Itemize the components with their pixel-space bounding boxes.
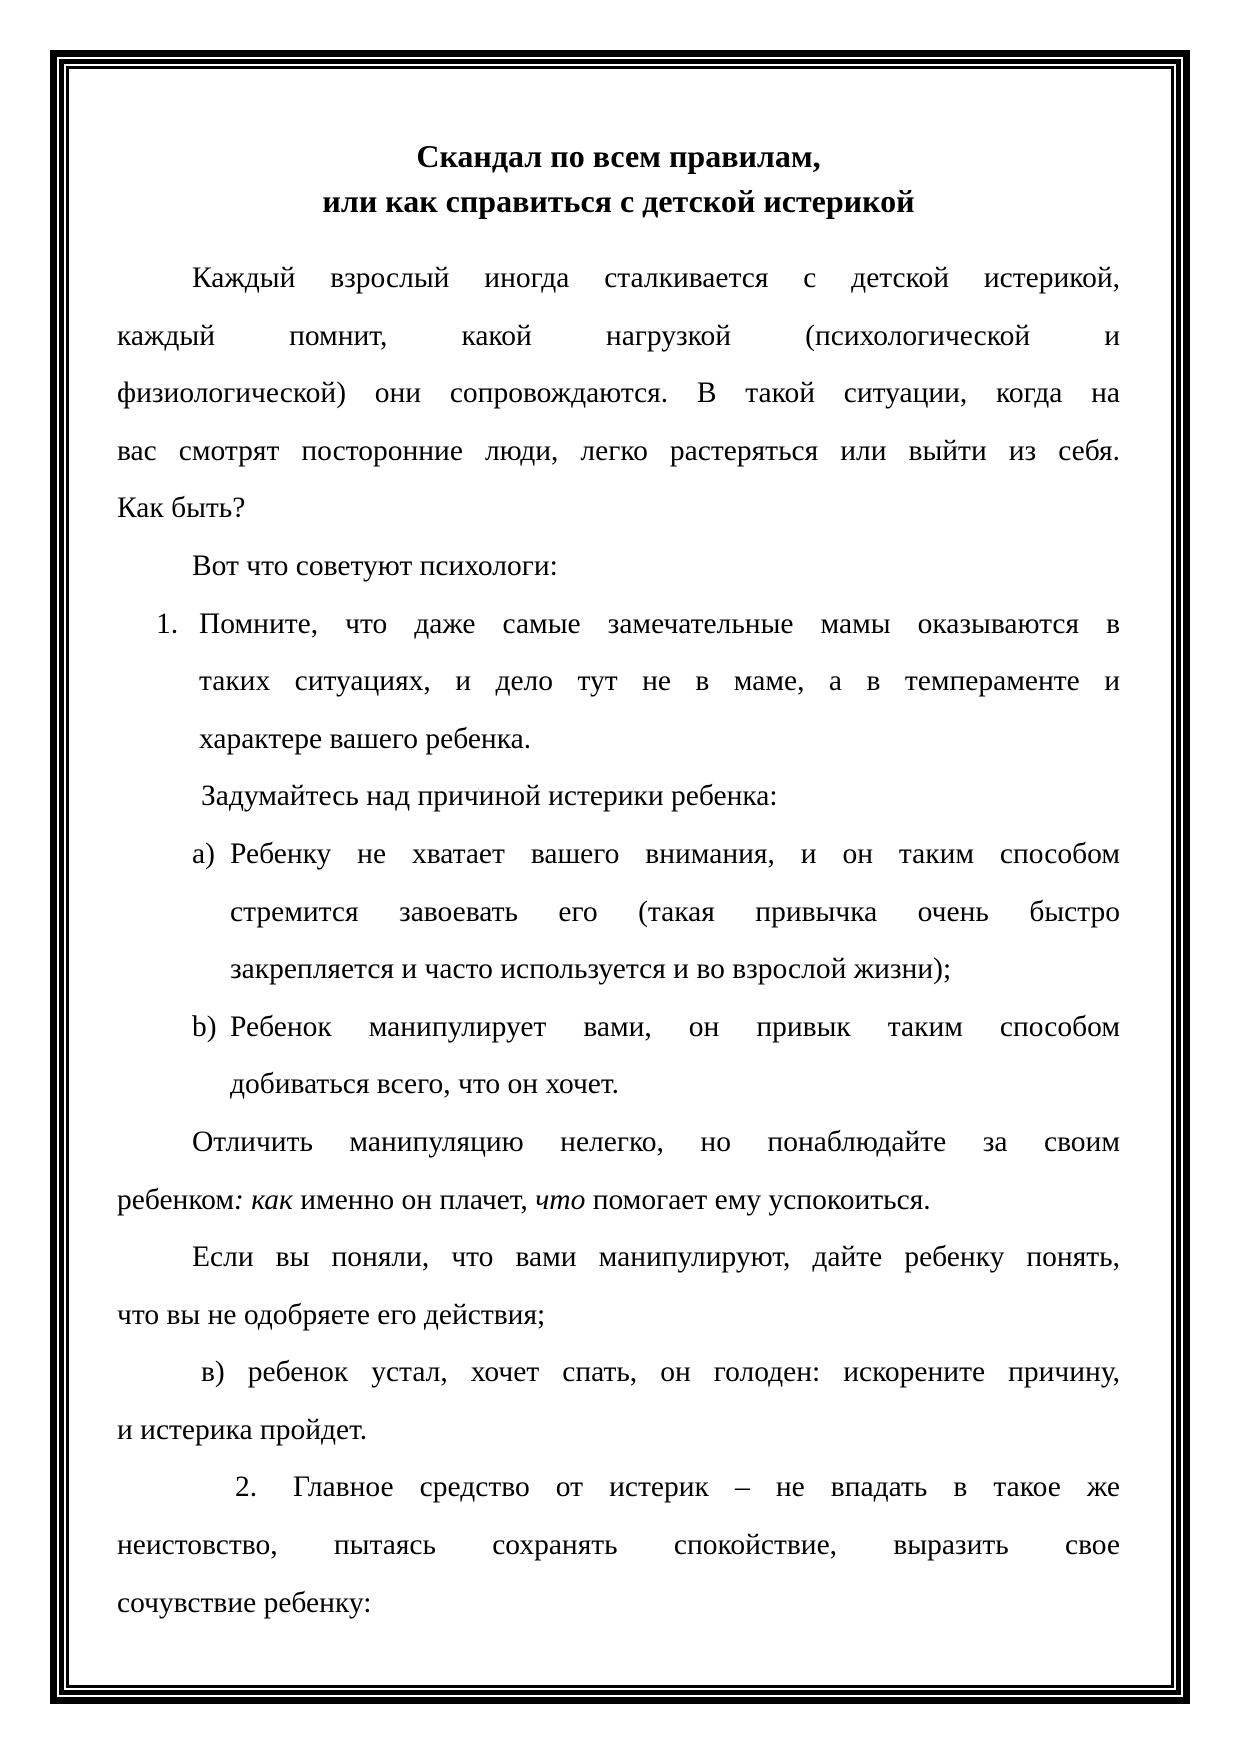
text-line: каждый помнит, какой нагрузкой (психологической и [117,319,1120,352]
list-number: 2. [235,1471,258,1504]
intro-paragraph [117,250,1120,538]
italic-text: : как [234,1183,293,1216]
text-span: Ребенок манипулирует вами, он привык таким способом [230,1010,1120,1043]
list-item-1 [117,596,1120,769]
text-line: неистовство, пытаясь сохранять спокойствие, выразить свое [117,1529,1120,1562]
text-line: таких ситуациях, и дело тут не в маме, а в темпераменте и [199,665,1120,698]
text-span: Ребенку не хватает вашего внимания, и он таким способом [230,837,1120,870]
text-span: помогает ему успокоиться. [585,1183,931,1216]
text-line [117,1172,1120,1230]
text-line [117,1459,1120,1517]
list-number: 1. [156,607,179,640]
text-line: стремится завоевать его (такая привычка очень быстро [230,895,1120,928]
manipulation-paragraph [117,1229,1120,1344]
text-span: именно он плачет, [292,1183,536,1216]
text-line [156,596,1120,654]
text-line: Если вы поняли, что вами манипулируют, дайте ребенку понять, [192,1241,1120,1274]
text-line: Каждый взрослый иногда сталкивается с детской истерикой, [192,262,1120,294]
document-body [117,250,1120,1632]
text-line: Отличить манипуляцию нелегко, но понаблюдайте за своим [192,1125,1120,1158]
text-span: Главное средство от истерик – не впадать в такое же [293,1471,1120,1504]
causes-intro: Задумайтесь над причиной истерики ребенка: [201,780,778,813]
title-line-2: или как справиться с детской истерикой [322,183,915,219]
distinguish-paragraph [117,1114,1120,1229]
list-item-2 [117,1459,1120,1632]
cause-v [117,1344,1120,1459]
list-label: b) [192,1010,217,1043]
text-line: Как быть? [117,492,246,525]
text-line: что вы не одобряете его действия; [117,1298,546,1331]
text-line: сочувствие ребенку: [117,1586,372,1619]
text-line [192,826,1120,884]
document-title [117,134,1120,224]
text-line: в) ребенок устал, хочет спать, он голоден: искорените причину, [201,1356,1120,1389]
title-line-1: Скандал по всем правилам, [416,138,821,174]
text-line: добиваться всего, что он хочет. [230,1068,619,1101]
list-label: a) [192,837,215,870]
cause-b [117,999,1120,1114]
text-line: физиологической) они сопровождаются. В такой ситуации, когда на [117,377,1120,410]
text-line: закрепляется и часто используется и во взрослой жизни); [230,953,952,986]
cause-a [117,826,1120,999]
text-line: характере вашего ребенка. [199,722,532,755]
text-line: и истерика пройдет. [117,1413,368,1446]
text-span: Помните, что даже самые замечательные мамы оказываются в [199,607,1120,640]
text-span: ребенком [117,1183,235,1216]
text-line: вас смотрят посторонние люди, легко растеряться или выйти из себя. [117,434,1120,467]
advice-intro: Вот что советуют психологи: [192,549,558,582]
text-line [192,999,1120,1057]
italic-text: что [535,1183,586,1216]
